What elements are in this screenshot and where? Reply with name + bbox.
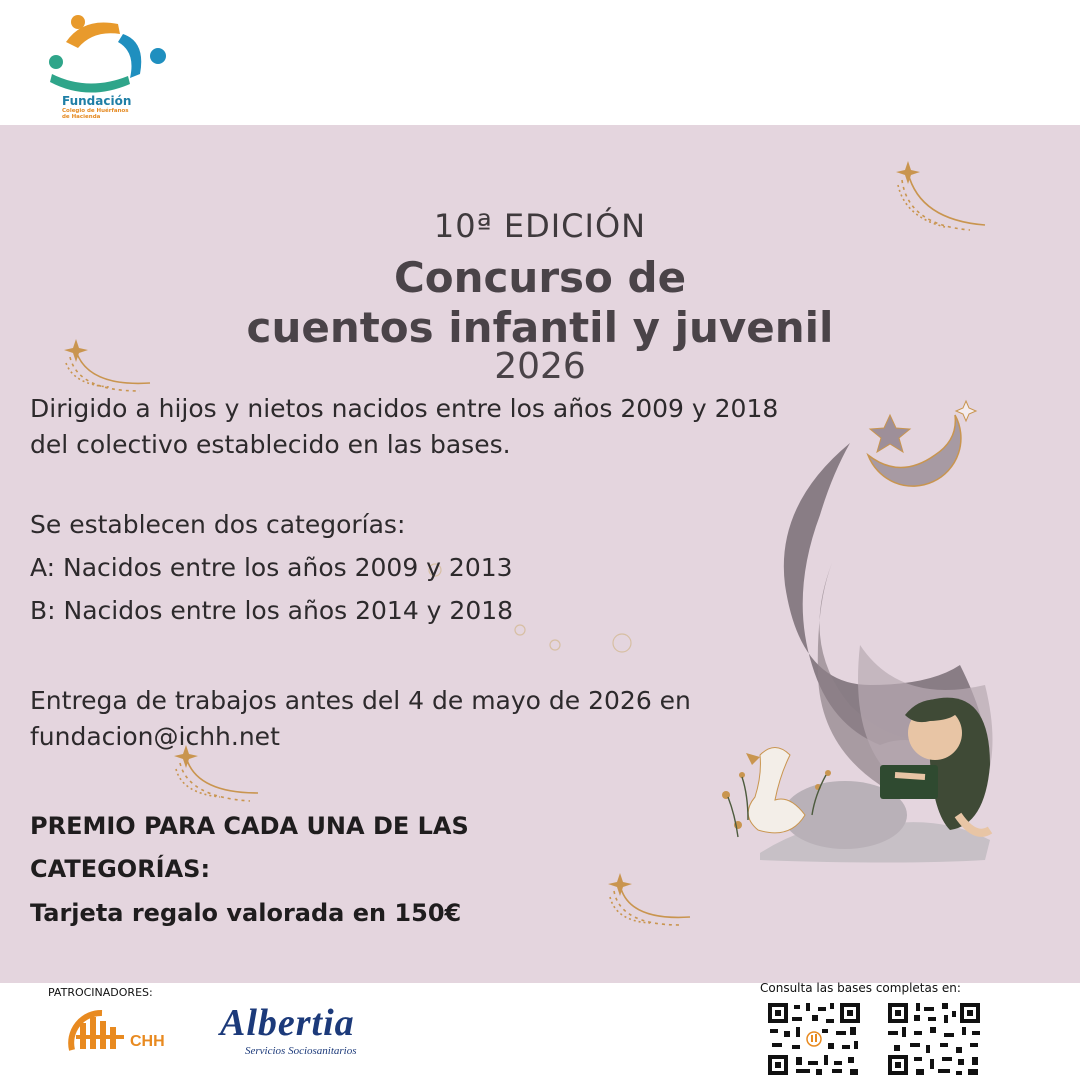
- qr-code-icon[interactable]: [886, 1001, 982, 1077]
- star-icon: [870, 415, 910, 452]
- logo-title: Fundación: [62, 94, 132, 108]
- delivery-deadline: Entrega de trabajos antes del 4 de mayo de 2026 en fundacion@ichh.net: [30, 686, 691, 751]
- qr-code-icon[interactable]: [766, 1001, 862, 1077]
- sponsors-label: PATROCINADORES:: [48, 986, 153, 999]
- contest-year: 2026: [494, 346, 586, 387]
- title-line-2: cuentos infantil y juvenil: [246, 303, 834, 352]
- swan-icon: [748, 748, 805, 833]
- eligibility-text: Dirigido a hijos y nietos nacidos entre los años 2009 y 2018 del colectivo establecido en las bases.: [30, 394, 779, 459]
- shooting-star-icon: [176, 757, 258, 801]
- prize-heading: PREMIO PARA CADA UNA DE LAS CATEGORÍAS:: [30, 812, 469, 883]
- prize-value: Tarjeta regalo valorada en 150€: [30, 899, 462, 927]
- shooting-star-icon: [610, 885, 690, 925]
- people-circle-logo-icon: [48, 12, 178, 102]
- poster: [0, 125, 1080, 983]
- albertia-tagline: Servicios Sociosanitarios: [245, 1045, 357, 1057]
- title-line-1: Concurso de: [393, 253, 687, 302]
- bases-label: Consulta las bases completas en:: [760, 981, 961, 995]
- edition-label: 10ª EDICIÓN: [433, 207, 647, 245]
- footer: [0, 983, 1080, 1080]
- albertia-logo-text: Albertia: [220, 1002, 355, 1044]
- chh-logo-icon: [62, 1005, 132, 1055]
- category-a: A: Nacidos entre los años 2009 y 2013: [30, 553, 513, 582]
- category-b: B: Nacidos entre los años 2014 y 2018: [30, 596, 514, 625]
- chh-name: CHH: [130, 1033, 165, 1050]
- contest-title: [0, 253, 1080, 353]
- moon-icon: [868, 415, 961, 486]
- logo-subtitle: Colegio de Huérfanos de Hacienda: [62, 108, 129, 120]
- sparkle-icon: [956, 401, 976, 421]
- header: [0, 0, 1080, 125]
- categories-label: Se establecen dos categorías:: [30, 510, 406, 539]
- fundacion-logo: [48, 12, 178, 120]
